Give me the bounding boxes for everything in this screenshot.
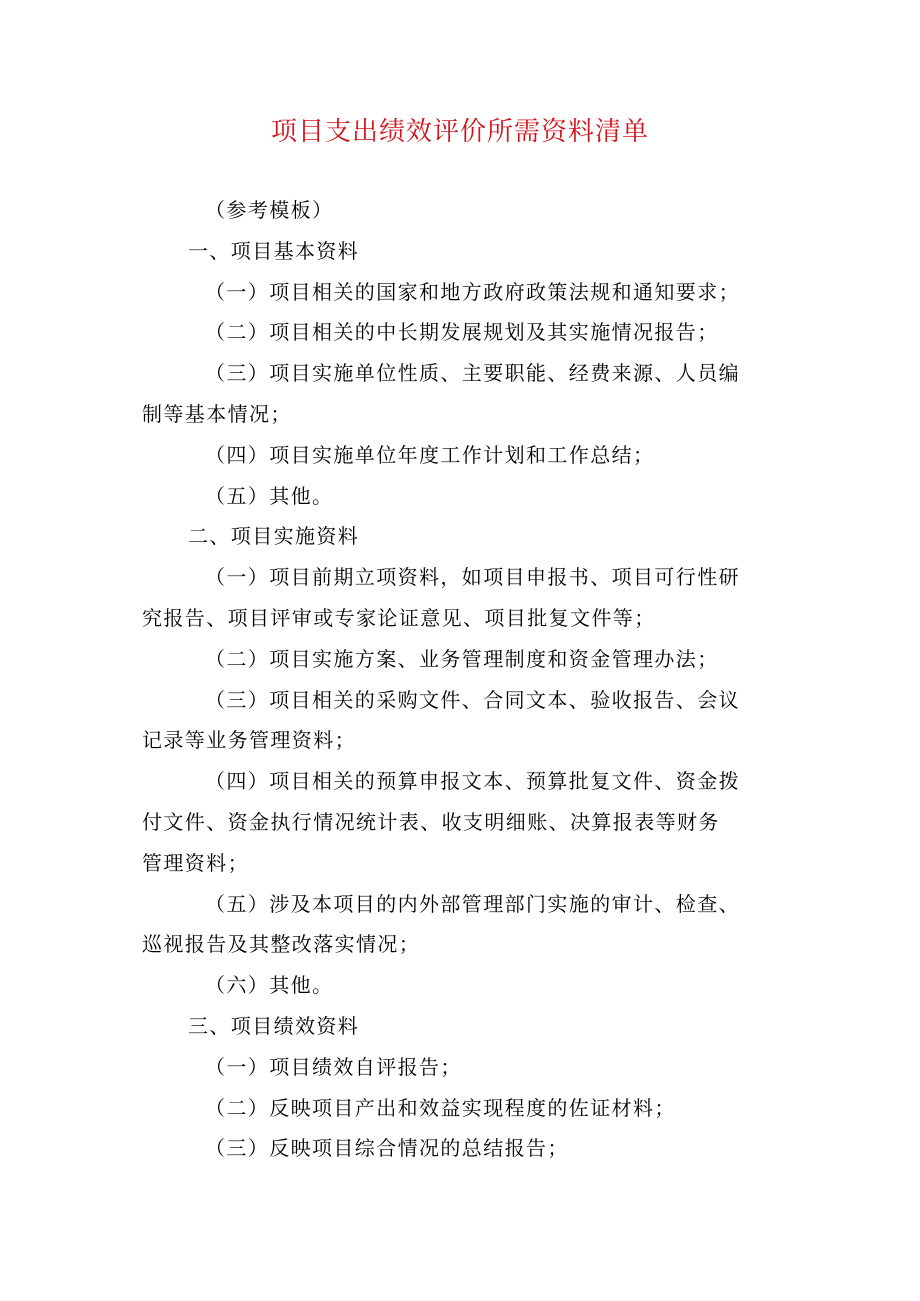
list-item: （五）其他。	[205, 483, 334, 508]
list-item-continuation: 管理资料；	[142, 850, 249, 875]
list-item: （四）项目实施单位年度工作计划和工作总结；	[205, 442, 655, 467]
template-note: （参考模板）	[205, 198, 334, 222]
list-item: （二）项目实施方案、业务管理制度和资金管理办法；	[205, 646, 719, 671]
list-item: （三）反映项目综合情况的总结报告；	[205, 1136, 569, 1161]
list-item-continuation: 付文件、资金执行情况统计表、收支明细账、决算报表等财务	[142, 809, 720, 834]
list-item-continuation: 制等基本情况；	[142, 401, 292, 426]
list-item: （一）项目相关的国家和地方政府政策法规和通知要求；	[205, 279, 740, 304]
list-item: （三）项目实施单位性质、主要职能、经费来源、人员编	[205, 361, 740, 386]
list-item: （一）项目前期立项资料，如项目申报书、项目可行性研	[205, 565, 740, 590]
list-item: （四）项目相关的预算申报文本、预算批复文件、资金拨	[205, 769, 740, 794]
document-title: 项目支出绩效评价所需资料清单	[270, 117, 649, 147]
list-item: （二）项目相关的中长期发展规划及其实施情况报告；	[205, 320, 719, 345]
section-heading-implementation: 二、项目实施资料	[188, 524, 360, 549]
list-item: （三）项目相关的采购文件、合同文本、验收报告、会议	[205, 687, 740, 712]
document-body	[142, 190, 792, 1169]
list-item-continuation: 究报告、项目评审或专家论证意见、项目批复文件等；	[142, 605, 656, 630]
list-item: （五）涉及本项目的内外部管理部门实施的审计、检查、	[205, 891, 740, 916]
section-heading-performance: 三、项目绩效资料	[188, 1013, 360, 1038]
list-item: （一）项目绩效自评报告；	[205, 1054, 462, 1079]
list-item: （六）其他。	[205, 973, 334, 998]
section-heading-basic: 一、项目基本资料	[188, 238, 360, 263]
list-item-continuation: 记录等业务管理资料；	[142, 728, 356, 753]
list-item-continuation: 巡视报告及其整改落实情况；	[142, 932, 421, 957]
list-item: （二）反映项目产出和效益实现程度的佐证材料；	[205, 1095, 676, 1120]
